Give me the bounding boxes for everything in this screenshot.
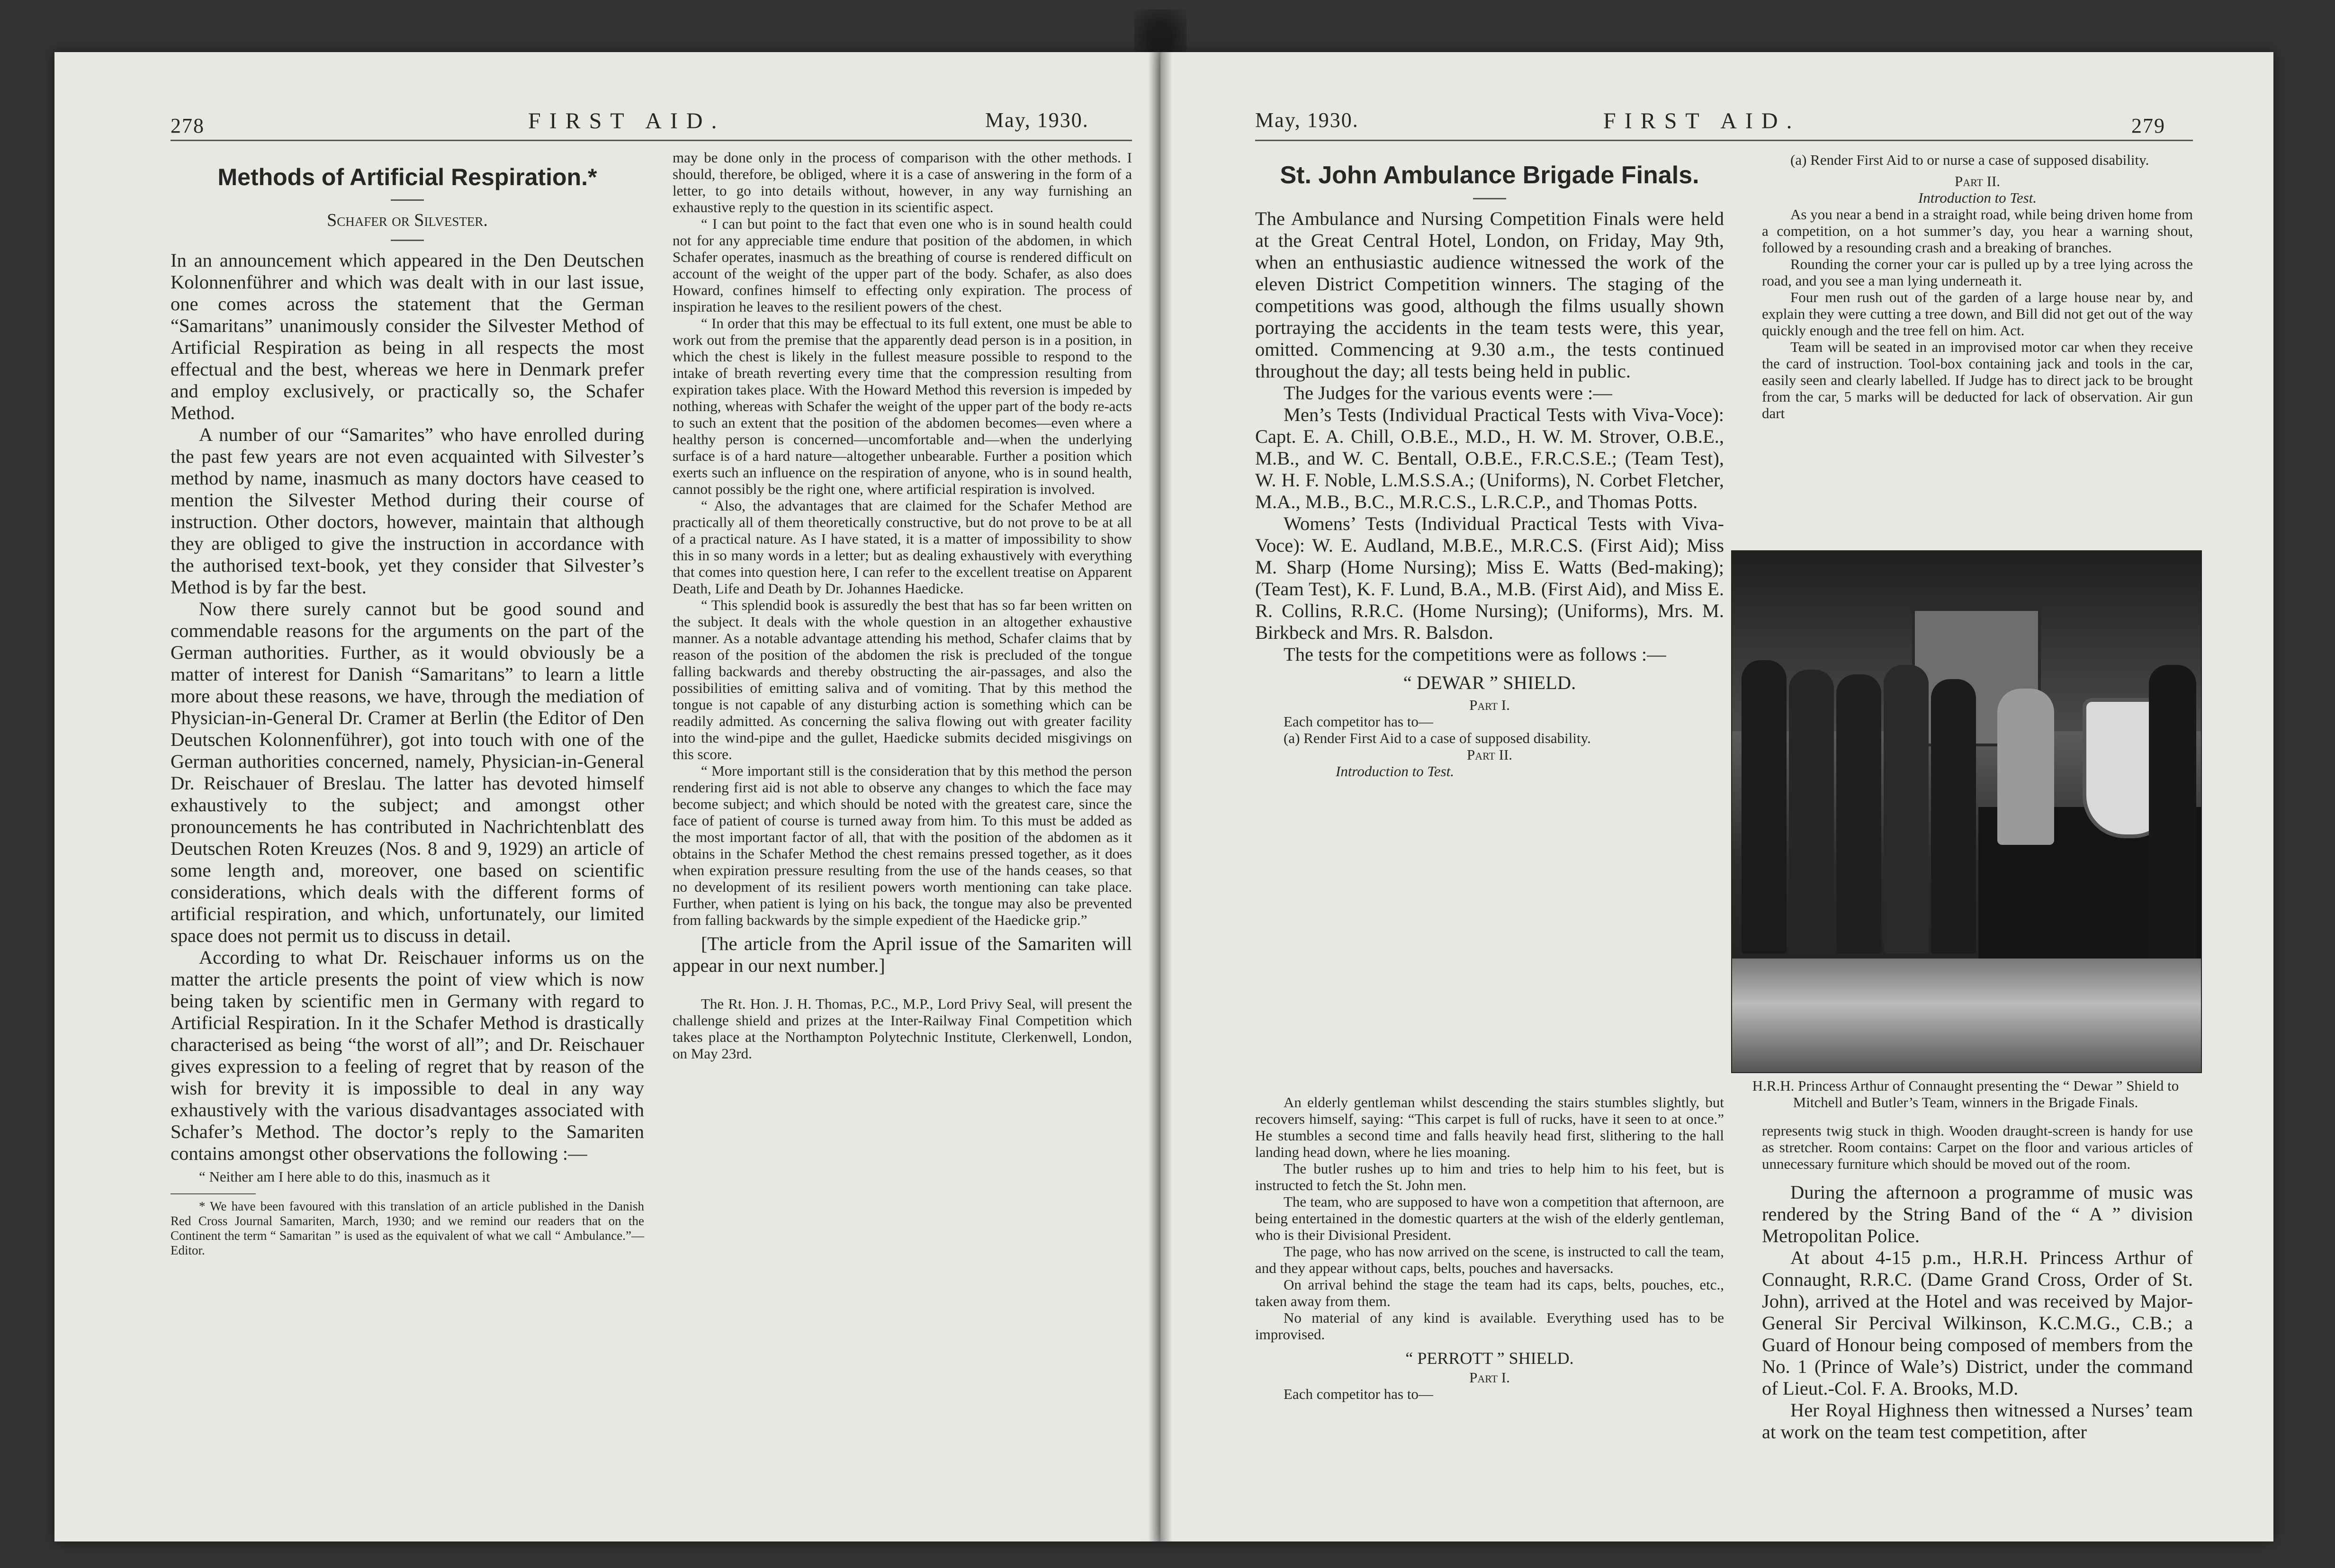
article-column-1-lower bbox=[1255, 1094, 1724, 1402]
quote-start bbox=[171, 1168, 644, 1185]
header-rule bbox=[1255, 140, 2193, 141]
article-body-continued bbox=[1762, 1182, 2193, 1443]
masthead: FIRST AID. bbox=[528, 108, 726, 134]
paragraph: represents twig stuck in thigh. Wooden draught-screen is handy for use as stretcher. Room contains: Carpet on the floor and various articles of unnecessary furniture which should be moved out of the room. bbox=[1762, 1122, 2193, 1172]
scenario-text bbox=[1255, 1094, 1724, 1343]
paragraph: The Ambulance and Nursing Competition Finals were held at the Great Central Hotel, London, on Friday, May 9th, when an enthusiastic audience witnessed the work of the eleven District Competition winners. The staging of the competitions was good, although the films usually shown portraying the accidents in the team tests were, this year, omitted. Commencing at 9.30 a.m., the tests continued throughout the day; all tests being held in public. bbox=[1255, 208, 1724, 382]
paragraph: The team, who are supposed to have won a competition that afternoon, are being entertained in the domestic quarters at the wish of the elderly gentleman, who is their Divisional President. bbox=[1255, 1193, 1724, 1243]
perrott-line bbox=[1255, 1386, 1724, 1402]
header-rule bbox=[171, 140, 1132, 141]
paragraph: “ More important still is the consideration that by this method the person rendering first aid is not able to observe any changes to which the face may become subject; and which should be noted with the greatest care, since the face of patient of course is turned away from him. To this must be added as the most important factor of all, that with the position of the abdomen as it obtains in the Schafer Method the chest remains pressed together, as it does when expiration pressure resulting from the use of the hands ceases, so that no development of its resilient powers worth mentioning can take place. Further, when patient is lying on his back, the tongue may also be prevented from falling backwards by the simple expedient of the Haedicke grip.” bbox=[673, 762, 1132, 928]
paragraph: During the afternoon a programme of music was rendered by the String Band of the “ A ” division Metropolitan Police. bbox=[1762, 1182, 2193, 1246]
notice-text: The Rt. Hon. J. H. Thomas, P.C., M.P., Lord Privy Seal, will present the challenge shield and prizes at the Inter-Railway Final Competition which takes place at the Northampton Polytechnic Institute, Clerkenwell, London, on May 23rd. bbox=[673, 995, 1132, 1062]
photo-figure bbox=[1931, 679, 1976, 954]
col2-top bbox=[1762, 152, 2193, 168]
intro-heading: Introduction to Test. bbox=[1918, 189, 2037, 206]
caption-text: H.R.H. Princess Arthur of Connaught presenting the “ Dewar ” Shield to Mitchell and Butler’s Team, winners in the Brigade Finals. bbox=[1752, 1077, 2179, 1111]
photo-figure bbox=[2149, 665, 2196, 973]
article-column-2-lower bbox=[1762, 1122, 2193, 1443]
article-title: St. John Ambulance Brigade Finals. bbox=[1280, 161, 1699, 189]
paragraph: The page, who has now arrived on the scene, is instructed to call the team, and they appear without caps, belts, pouches and haversacks. bbox=[1255, 1243, 1724, 1276]
book-gutter bbox=[1149, 52, 1172, 1541]
photo-flowers bbox=[1732, 959, 2201, 1072]
paragraph: Rounding the corner your car is pulled up by a tree lying across the road, and you see a man lying underneath it. bbox=[1762, 256, 2193, 289]
paragraph: The butler rushes up to him and tries to help him to his feet, but is instructed to fetch the St. John men. bbox=[1255, 1160, 1724, 1193]
brigade-finals-photo bbox=[1731, 550, 2202, 1073]
scenario-continued bbox=[1762, 1122, 2193, 1172]
page-number: 279 bbox=[2131, 114, 2165, 137]
perrott-heading: “ PERROTT ” SHIELD. bbox=[1405, 1349, 1574, 1368]
photo-figure bbox=[1836, 674, 1881, 954]
article-column-2 bbox=[1762, 152, 2193, 421]
subtitle-rule bbox=[391, 240, 424, 241]
left-page bbox=[54, 52, 1160, 1541]
part-heading: Part I. bbox=[1469, 1369, 1510, 1386]
masthead: FIRST AID. bbox=[1603, 108, 1801, 134]
scenario-text bbox=[1762, 206, 2193, 421]
paragraph: A number of our “Samarites” who have enrolled during the past few years are not even acquainted with Silvester’s method by name, inasmuch as many doctors have ceased to mention the Silvester Method during their course of instruction. Other doctors, however, maintain that although they are obliged to give the instruction in accordance with the authorised text-book, yet they consider that Silvester’s Method is by far the best. bbox=[171, 424, 644, 598]
paragraph: Team will be seated in an improvised motor car when they receive the card of instruction. Tool-box containing jack and tools in the car, easily seen and clearly labelled. If Judge has to direct jack to be brought from the car, 5 marks will be deducted for lack of observation. Air gun dart bbox=[1762, 339, 2193, 421]
footnote-rule bbox=[171, 1193, 256, 1194]
title-rule bbox=[1473, 198, 1506, 199]
footnote bbox=[171, 1199, 644, 1258]
article-column-2 bbox=[673, 149, 1132, 1062]
paragraph: “ This splendid book is assuredly the best that has so far been written on the subject. It deals with the whole question in an altogether exhaustive manner. As a notable advantage attending his method, Schafer claims that by reason of the position of the abdomen the risk is precluded of the tongue falling backwards and thereby obstructing the air-passages, and also the possibilities of emitting saliva and of vomiting. That by this method the tongue is not capable of any disturbing action is something which can be readily admitted. As concerning the saliva flowing out with greater facility into the wind-pipe and the gullet, Haedicke submits decided misgivings on this score. bbox=[673, 597, 1132, 762]
paragraph: According to what Dr. Reischauer informs us on the matter the article presents the point of view which is now being taken by scientific men in Germany with regard to Artificial Respiration. In it the Schafer Method is drastically characterised as being “the worst of all”; and Dr. Reischauer gives expression to a feeling of regret that by reason of the wish for brevity it is impossible to deal in any way exhaustively with the various disadvantages associated with Schafer’s Method. The doctor’s reply to the Samariten contains amongst other observations the following :— bbox=[171, 947, 644, 1164]
paragraph: On arrival behind the stage the team had its caps, belts, pouches, etc., taken away from them. bbox=[1255, 1276, 1724, 1309]
page-number: 278 bbox=[171, 114, 205, 137]
photo-caption bbox=[1731, 1077, 2200, 1111]
part-heading: Part II. bbox=[1954, 173, 2001, 189]
title-rule bbox=[391, 199, 424, 201]
list-line: (a) Render First Aid to or nurse a case of supposed disability. bbox=[1790, 152, 2149, 168]
paragraph: “ I can but point to the fact that even one who is in sound health could not for any appreciable time endure that position of the abdomen, in which Schafer operates, inasmuch as the breathing of course is rendered difficult on account of the weight of the upper part of the body. Schafer, as also does Howard, confines himself to effecting only expiration. The process of inspiration he leaves to the resilient powers of the chest. bbox=[673, 215, 1132, 315]
paragraph: Men’s Tests (Individual Practical Tests with Viva-Voce): Capt. E. A. Chill, O.B.E., M.D., H. W. M. Strover, O.B.E., M.B., and W. C. Bentall, O.B.E., F.R.C.S.E.; (Team Test), W. H. F. Noble, L.M.S.S.A.; (Uniforms), N. Corbet Fletcher, M.A., M.B., B.C., M.R.C.S., L.R.C.P., and Thomas Potts. bbox=[1255, 404, 1724, 512]
paragraph: Her Royal Highness then witnessed a Nurses’ team at work on the team test competition, after bbox=[1762, 1399, 2193, 1443]
notice bbox=[673, 995, 1132, 1062]
dewar-heading: “ DEWAR ” SHIELD. bbox=[1403, 672, 1576, 693]
closing-note-text: [The article from the April issue of the Samariten will appear in our next number.] bbox=[673, 933, 1132, 976]
closing-note bbox=[673, 933, 1132, 977]
part-heading: Part II. bbox=[1466, 746, 1513, 763]
photo-figure bbox=[1742, 660, 1787, 954]
article-column-1 bbox=[171, 163, 644, 1258]
paragraph: Four men rush out of the garden of a large house near by, and explain they were cutting a tree down, and Bill did not get out of the way quickly enough and the tree fell on him. Act. bbox=[1762, 289, 2193, 339]
paragraph: An elderly gentleman whilst descending the stairs stumbles slightly, but recovers himself, saying: “This carpet is full of rucks, have it seen to at once.” He stumbles a second time and falls heavily head first, slithering to the hall landing head down, where he lies moaning. bbox=[1255, 1094, 1724, 1160]
paragraph: The tests for the competitions were as follows :— bbox=[1284, 644, 1666, 665]
issue-date: May, 1930. bbox=[1255, 108, 1359, 132]
issue-date: May, 1930. bbox=[985, 108, 1089, 132]
article-body bbox=[1255, 208, 1724, 665]
right-page bbox=[1160, 52, 2273, 1541]
quote-line: “ Neither am I here able to do this, inasmuch as it bbox=[199, 1168, 490, 1185]
paragraph: No material of any kind is available. Everything used has to be improvised. bbox=[1255, 1309, 1724, 1343]
paragraph: “ In order that this may be effectual to its full extent, one must be able to work out from the premise that the apparently dead person is in a position, in which the chest is likely in the fullest measure possible to respond to the intake of breath reverting every time that the compression resulting from expiration takes place. With the Howard Method this reversion is impeded by nothing, whereas with Schafer the weight of the upper part of the body re-acts to such an extent that the position of the abdomen becomes—even where a healthy person is concerned—uncomfortable and—when the underlying surface is of a hard nature—altogether unbearable. Further a position which exerts such an influence on the respiration of anyone, who is in sound health, cannot possibly be the right one, where artificial respiration is involved. bbox=[673, 315, 1132, 497]
paragraph: may be done only in the process of comparison with the other methods. I should, therefore, be obliged, where it is a case of answering in the form of a letter, to go into details without, however, in any way furnishing an exhaustive reply to the question in its scientific aspect. bbox=[673, 149, 1132, 215]
quoted-letter bbox=[673, 149, 1132, 928]
article-column-1 bbox=[1255, 152, 1724, 780]
photo-figure bbox=[1884, 665, 1929, 954]
footnote-text: * We have been favoured with this translation of an article published in the Danish Red Cross Journal Samariten, March, 1930; and we remind our readers that on the Continent the term “ Samaritan ” is used as the equivalent of what we call “ Ambulance.”—Editor. bbox=[171, 1199, 644, 1257]
article-title: Methods of Artificial Respiration.* bbox=[217, 164, 597, 190]
photo-princess bbox=[1997, 689, 2054, 845]
article-subtitle: Schafer or Silvester. bbox=[327, 210, 488, 230]
paragraph: In an announcement which appeared in the Den Deutschen Kolonnenführer and which was dealt with in our last issue, one comes across the statement that the German “Samaritans” unanimously consider the Silvester Method of Artificial Respiration as being in all respects the most effectual and the best, whereas we here in Denmark prefer and employ exclusively, or practically so, the Schafer Method. bbox=[171, 250, 644, 423]
list-line: (a) Render First Aid to a case of supposed disability. bbox=[1284, 730, 1591, 746]
paragraph: The Judges for the various events were :— bbox=[1284, 382, 1612, 403]
paragraph: Now there surely cannot but be good sound and commendable reasons for the arguments on the part of the German authorities. Further, as it would obviously be a matter of interest for Danish “Samaritans” to learn a little more about these reasons, we have, through the mediation of Physician-in-General Dr. Cramer at Berlin (the Editor of Den Deutschen Kolonnenführer), got into touch with one of the German authorities concerned, namely, Physician-in-General Dr. Reischauer of Breslau. The latter has devoted himself exhaustively to the subject; and amongst other pronouncements he has contributed in Nachrichtenblatt des Deutschen Roten Kreuzes (Nos. 8 and 9, 1929) an article of some length and, moreover, one based on scientific considerations, which deals with the different forms of artificial respiration, and which, unfortunately, our limited space does not permit us to discuss in detail. bbox=[171, 598, 644, 946]
part-heading: Part I. bbox=[1469, 697, 1510, 713]
paragraph: At about 4-15 p.m., H.R.H. Princess Arthur of Connaught, R.R.C. (Dame Grand Cross, Order of St. John), arrived at the Hotel and was received by Major-General Sir Percival Wilkinson, K.C.M.G., C.B.; a Guard of Honour being composed of members from the No. 1 (Prince of Wale’s) District, under the command of Lieut.-Col. F. A. Brooks, M.D. bbox=[1762, 1247, 2193, 1399]
list-line: Each competitor has to— bbox=[1284, 713, 1433, 730]
intro-heading: Introduction to Test. bbox=[1336, 763, 1455, 780]
list-line: Each competitor has to— bbox=[1284, 1386, 1433, 1402]
paragraph: As you near a bend in a straight road, while being driven home from a competition, on a hot summer’s day, you hear a warning shout, followed by a resounding crash and a breaking of branches. bbox=[1762, 206, 2193, 256]
article-body bbox=[171, 250, 644, 1165]
photo-figure bbox=[1789, 670, 1834, 954]
part1-list bbox=[1255, 713, 1724, 746]
paragraph: “ Also, the advantages that are claimed for the Schafer Method are practically all of them theoretically constructive, but do not prove to be at all of a practical nature. As I have stated, it is a matter of impossibility to show this in so many words in a letter; but as dealing exhaustively with everything that comes into question here, I can refer to the excellent treatise on Apparent Death, Life and Death by Dr. Johannes Haedicke. bbox=[673, 497, 1132, 597]
paragraph: Womens’ Tests (Individual Practical Tests with Viva-Voce): W. E. Audland, M.B.E., M.R.C.S. (First Aid); Miss M. Sharp (Home Nursing); Miss E. Watts (Bed-making); (Team Test), K. F. Lund, B.A., M.B. (First Aid), and Miss E. R. Collins, R.R.C. (Home Nursing); (Uniforms), Mrs. M. Birkbeck and Mrs. R. Balsdon. bbox=[1255, 513, 1724, 643]
